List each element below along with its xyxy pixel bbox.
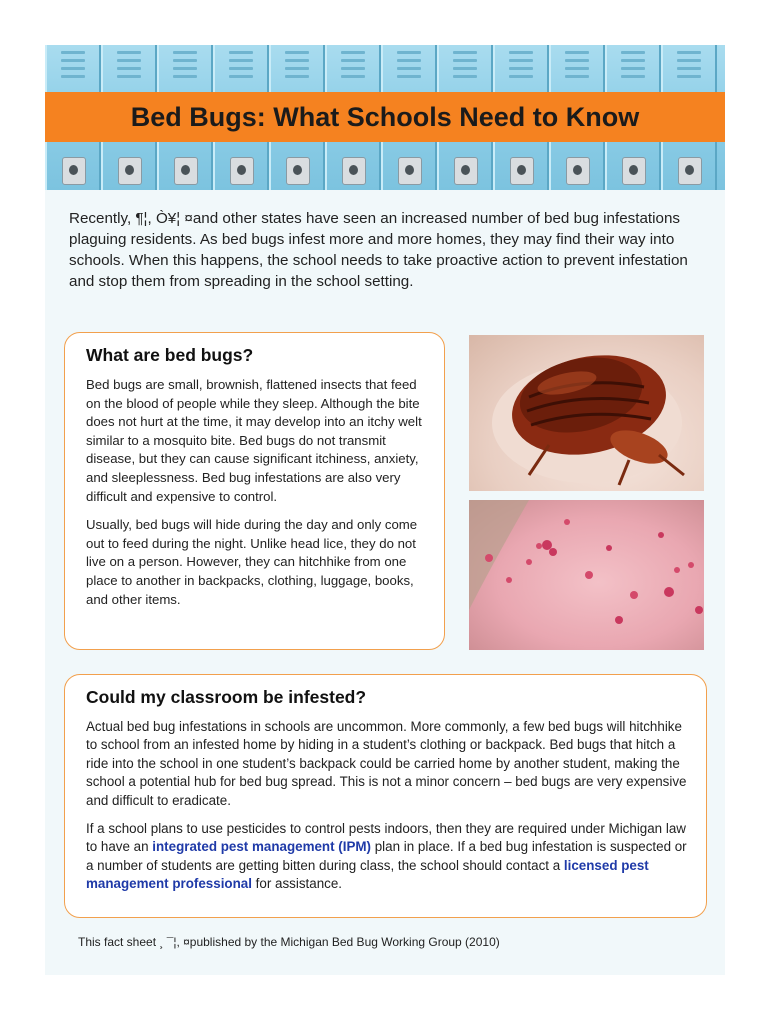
section-paragraph: Actual bed bug infestations in schools are uncommon. More commonly, a few bed bugs will hitchhike to school from an infested home by hiding in a student’s clothing or backpack. Bed bugs that hitch a ride into the school in one student’s backpack could be carried home by another student, making the school a potential hub for bed bug spread. This is not a minor concern – bed bugs are very expensive and difficult to eradicate.	[86, 719, 687, 808]
section-heading: Could my classroom be infested?	[86, 687, 367, 707]
pest-professional-link[interactable]: licensed pest management professional	[86, 857, 649, 892]
text-run: for assistance.	[251, 876, 343, 892]
section-paragraph: Bed bugs are small, brownish, flattened insects that feed on the blood of people while they sleep. Although the bite does not hurt at the time, it may develop into an itchy welt similar to a mosquito bite. Bed bugs do not transmit disease, but they can cause significant itchiness, anxiety, and sleeplessness. Bed bug infestations are also very difficult and expensive to control.	[86, 377, 422, 504]
bed-bug-bites-photo	[469, 500, 704, 650]
bites-illustration	[469, 500, 704, 650]
page-title: Bed Bugs: What Schools Need to Know	[130, 101, 640, 132]
bed-bug-illustration	[469, 335, 704, 491]
classroom-infested-box	[64, 674, 707, 918]
title-band	[45, 92, 725, 142]
intro-paragraph: Recently, ¶¦, Ò¥¦ ¤and other states have seen an increased number of bed bug infestations plaguing residents. As bed bugs infest more and more homes, they may find their way into schools. When this happens, the school needs to take proactive action to prevent infestation and stop them from spreading in the school setting.	[69, 210, 688, 290]
footer-credit: This fact sheet ¸ ¯¦, ¤published by the Michigan Bed Bug Working Group (2010)	[78, 935, 500, 949]
bed-bug-photo	[469, 335, 704, 491]
locker-banner	[45, 45, 725, 190]
fact-sheet-page	[45, 45, 725, 975]
what-are-bed-bugs-box	[64, 332, 445, 650]
section-heading: What are bed bugs?	[86, 345, 254, 365]
ipm-link[interactable]: integrated pest management (IPM)	[152, 839, 372, 855]
text-run: If a school plans to use pesticides to control pests indoors, then they are required under Michigan law to have an	[86, 821, 686, 855]
section-paragraph: Usually, bed bugs will hide during the day and only come out to feed during the night. Unlike head lice, they do not live on a person. However, they can hitchhike from one place to another in backpacks, clothing, luggage, books, and other items.	[86, 517, 418, 607]
text-run: plan in place. If a bed bug infestation is suspected or a number of students are getting bitten during class, the school should contact a	[86, 839, 687, 873]
section-paragraph-ipm	[86, 820, 692, 894]
